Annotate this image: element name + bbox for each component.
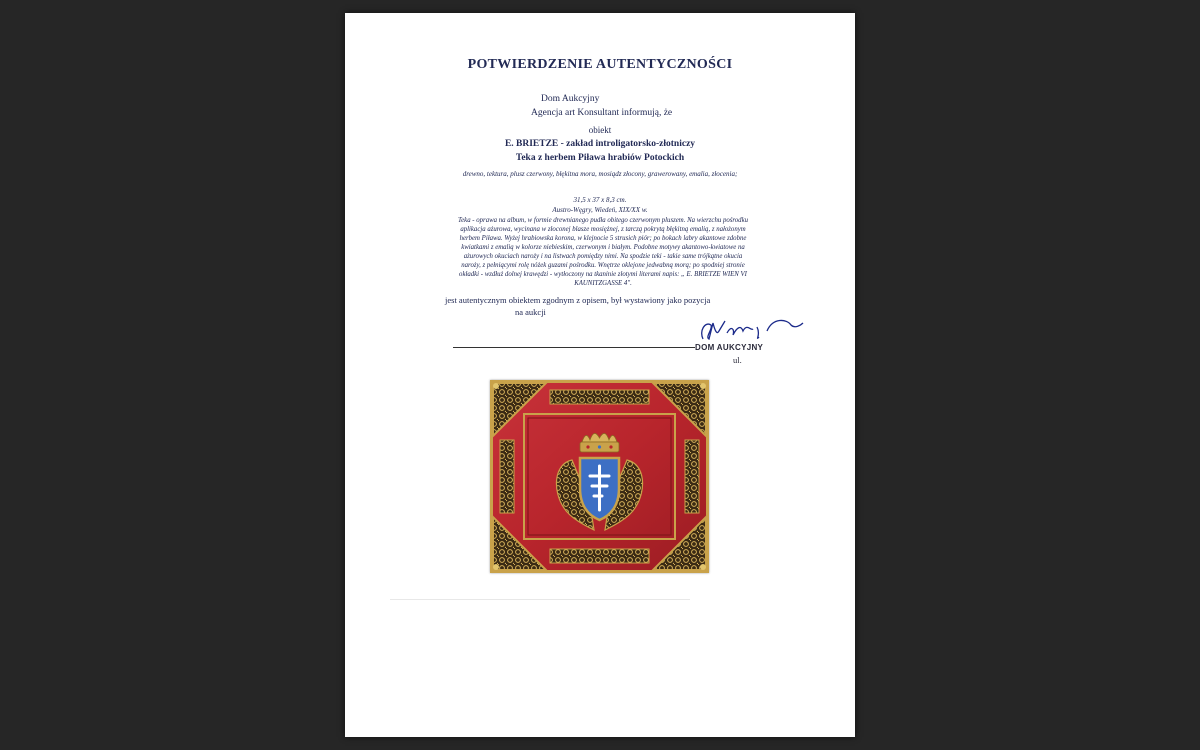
authenticity-statement-1: jest autentycznym obiektem zgodnym z opisem, był wystawiony jako pozycja (445, 295, 711, 305)
certificate-page (345, 13, 855, 737)
object-description: Teka - oprawa na album, w formie drewnianego pudła obitego czerwonym pluszem. Na wierzchu pośrodku aplikacja ażurowa, wycinana w złoconej blasze mosiężnej, z tarczą pokrytą błękitną emalią, z nałożonym herbem Piława. Wyżej hrabiowska korona, w klejnocie 5 strusich piór; po bokach labry akantowe zdobne kwiatkami z emalią w kolorze niebieskim, czerwonym i białym. Podobne motywy akantowo-kwiatowe na ażurowych okuciach naroży i na listwach pomiędzy nimi. Na spodzie teki - takie same trójkątne okucia naroży, z pełniącymi rolę nóżek guzami pośrodku. Wnętrze oklejone jedwabną morą; po spodniej stronie okładki - wzdłuż dolnej krawędzi - wytłoczony na tkaninie złotymi literami napis: „ E. BRIETZE WIEN VI KAUNITZGASSE 4". (458, 217, 748, 287)
album-cover-photo (490, 380, 709, 573)
object-dimensions: 31,5 x 37 x 8,3 cm. (573, 196, 627, 204)
footer-rule (390, 599, 690, 600)
signature-line (453, 347, 695, 348)
object-name: Teka z herbem Piława hrabiów Potockich (515, 153, 685, 163)
object-origin: Austro-Węgry, Wiedeń, XIX/XX w. (552, 206, 648, 214)
object-maker: E. BRIETZE - zakład introligatorsko-złotniczy (504, 139, 696, 149)
object-intro: obiekt (588, 125, 612, 135)
stamp-address: ul. (733, 355, 742, 365)
sender-line-1: Dom Aukcyjny (541, 94, 600, 104)
document-title: POTWIERDZENIE AUTENTYCZNOŚCI (467, 57, 733, 72)
object-materials: drewno, tektura, plusz czerwony, błękitna mora, mosiądz złocony, grawerowany, emalia, złocenia; (462, 170, 738, 178)
handwritten-signature (695, 311, 807, 345)
sender-line-2: Agencja art Konsultant informują, że (531, 108, 673, 118)
stamp-name: DOM AUKCYJNY (695, 343, 764, 352)
authenticity-statement-2: na aukcji (515, 307, 546, 317)
